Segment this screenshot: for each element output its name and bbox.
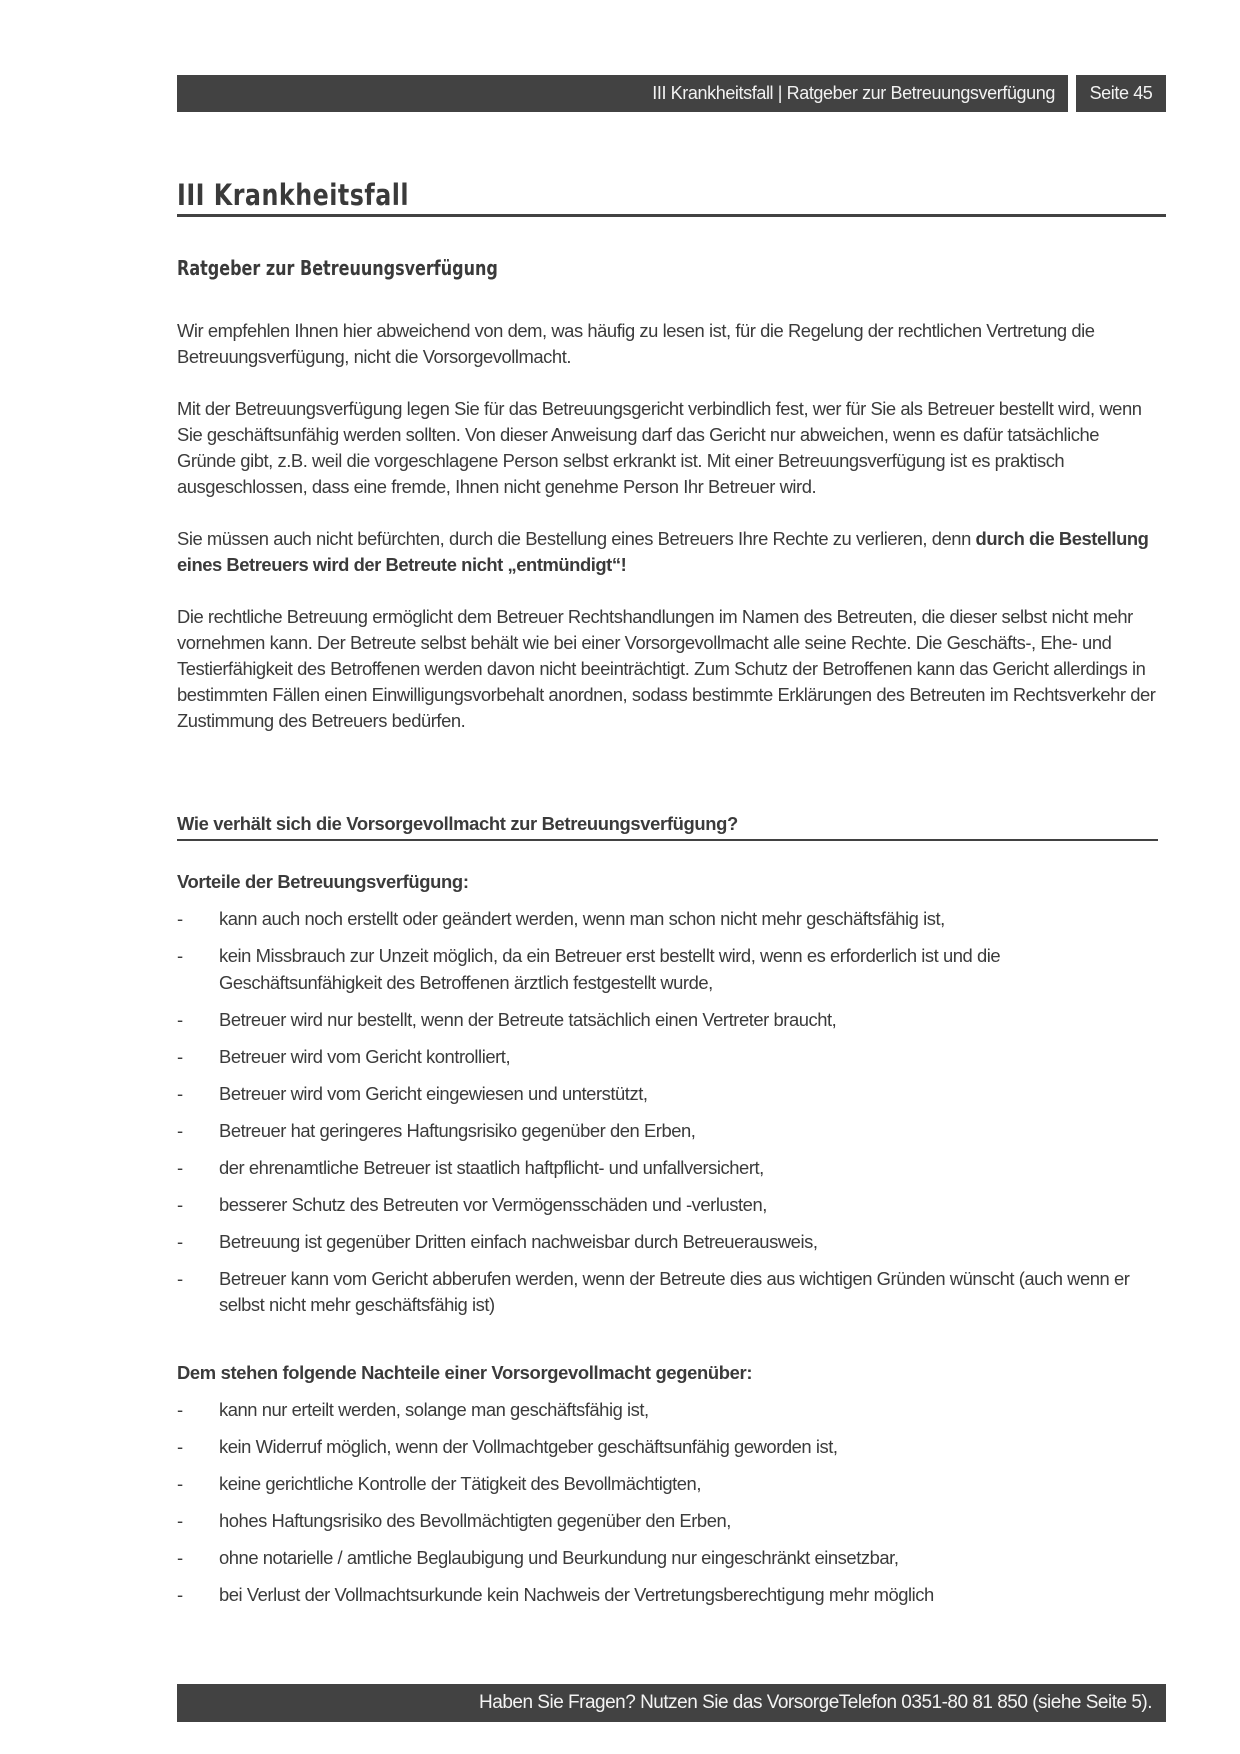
bullet-dash-icon: - [177, 1230, 183, 1252]
chapter-title-rule [177, 214, 1166, 217]
bullet-dash-icon: - [177, 1399, 183, 1420]
cons-item-text: hohes Haftungsrisiko des Bevollmächtigten gegenüber den Erben, [219, 1510, 731, 1531]
pros-list [177, 906, 1162, 1329]
pros-list-item [177, 1118, 1162, 1145]
bullet-dash-icon: - [177, 1045, 183, 1067]
paragraph-legal-care: Die rechtliche Betreuung ermöglicht dem Betreuer Rechtshandlungen im Namen des Betreuten, die dieser selbst nicht mehr vornehmen kann. Der Betreute selbst behält wie bei einer Vorsorgevollmacht alle seine Rechte. Die Geschäfts-, Ehe- und Testierfähigkeit des Betroffenen werden davon nicht beeinträchtigt. Zum Schutz der Betroffenen kann das Gericht allerdings in bestimmten Fällen einen Einwilligungsvorbehalt anordnen, sodass bestimmte Erklärungen des Betreuten im Rechtsverkehr der Zustimmung des Betreuers bedürfen. [177, 606, 1156, 731]
pros-list-item [177, 1229, 1162, 1256]
pros-item-text: Betreuung ist gegenüber Dritten einfach nachweisbar durch Betreuerausweis, [219, 1230, 818, 1252]
bullet-dash-icon: - [177, 1584, 183, 1605]
page-number-badge: Seite 45 [1076, 75, 1166, 112]
paragraph-recommendation: Wir empfehlen Ihnen hier abweichend von dem, was häufig zu lesen ist, für die Regelung der rechtlichen Vertretung die Betreuungsverfügung, nicht die Vorsorgevollmacht. [177, 320, 1095, 367]
pros-item-text: kein Missbrauch zur Unzeit möglich, da ein Betreuer erst bestellt wird, wenn es erforderlich ist und die Geschäftsunfähigkeit des Betroffenen ärztlich festgestellt wurde, [219, 945, 1001, 993]
bullet-dash-icon: - [177, 1473, 183, 1494]
bullet-dash-icon: - [177, 1156, 183, 1178]
comparison-heading: Wie verhält sich die Vorsorgevollmacht zur Betreuungsverfügung? [177, 811, 1158, 841]
bullet-dash-icon: - [177, 1082, 183, 1104]
footer-bar [177, 1684, 1166, 1722]
bullet-dash-icon: - [177, 1008, 183, 1030]
cons-heading: Dem stehen folgende Nachteile einer Vorsorgevollmacht gegenüber: [177, 1362, 753, 1383]
pros-item-text: Betreuer wird vom Gericht kontrolliert, [219, 1045, 511, 1067]
paragraph-rights-text: Sie müssen auch nicht befürchten, durch die Bestellung eines Betreuers Ihre Rechte zu verlieren, denn [177, 528, 976, 549]
pros-list-item [177, 1081, 1162, 1108]
cons-list-item [177, 1397, 1162, 1424]
paragraph-rights-emphasis: durch die Bestellung eines Betreuers wird der Betreute nicht „entmündigt“! [177, 528, 1149, 575]
bullet-dash-icon: - [177, 945, 183, 966]
footer-hotline-text: Haben Sie Fragen? Nutzen Sie das VorsorgeTelefon 0351-80 81 850 (siehe Seite 5). [479, 1692, 1152, 1713]
pros-list-item [177, 1007, 1162, 1034]
pros-list-item [177, 1192, 1162, 1219]
bullet-dash-icon: - [177, 1510, 183, 1531]
cons-list-item [177, 1545, 1162, 1572]
cons-item-text: kein Widerruf möglich, wenn der Vollmachtgeber geschäftsunfähig geworden ist, [219, 1436, 838, 1457]
cons-list-item [177, 1434, 1162, 1461]
paragraph-betreuungsverfuegung: Mit der Betreuungsverfügung legen Sie für das Betreuungsgericht verbindlich fest, wer für Sie als Betreuer bestellt wird, wenn Sie geschäftsunfähig werden sollten. Von dieser Anweisung darf das Gericht nur abweichen, wenn es dafür tatsächliche Gründe gibt, z.B. weil die vorgeschlagene Person selbst erkrankt ist. Mit einer Betreuungsverfügung ist es praktisch ausgeschlossen, dass eine fremde, Ihnen nicht genehme Person Ihr Betreuer wird. [177, 398, 1142, 497]
pros-list-item [177, 1155, 1162, 1182]
pros-heading: Vorteile der Betreuungsverfügung: [177, 871, 469, 892]
bullet-dash-icon: - [177, 1436, 183, 1457]
cons-item-text: keine gerichtliche Kontrolle der Tätigkeit des Bevollmächtigten, [219, 1473, 701, 1494]
pros-list-item [177, 1044, 1162, 1071]
running-header-title: III Krankheitsfall | Ratgeber zur Betreuungsverfügung [652, 83, 1055, 103]
cons-item-text: ohne notarielle / amtliche Beglaubigung und Beurkundung nur eingeschränkt einsetzbar, [219, 1547, 899, 1568]
running-header-bar [177, 75, 1068, 112]
section-subtitle: Ratgeber zur Betreuungsverfügung [177, 256, 498, 280]
bullet-dash-icon: - [177, 1267, 183, 1289]
cons-list-item [177, 1582, 1162, 1609]
body-text [177, 318, 1162, 760]
chapter-title: III Krankheitsfall [177, 178, 410, 212]
cons-list-item [177, 1508, 1162, 1535]
bullet-dash-icon: - [177, 1193, 183, 1215]
pros-item-text: Betreuer wird vom Gericht eingewiesen und unterstützt, [219, 1082, 648, 1104]
paragraph-rights [177, 526, 1162, 578]
pros-list-item [177, 1266, 1162, 1319]
pros-item-text: Betreuer kann vom Gericht abberufen werden, wenn der Betreute dies aus wichtigen Gründen wünscht (auch wenn er selbst nicht mehr geschäftsfähig ist) [219, 1267, 1130, 1315]
bullet-dash-icon: - [177, 1119, 183, 1141]
pros-item-text: der ehrenamtliche Betreuer ist staatlich haftpflicht- und unfallversichert, [219, 1156, 764, 1178]
pros-list-item [177, 906, 1162, 933]
cons-list-item [177, 1471, 1162, 1498]
bullet-dash-icon: - [177, 1547, 183, 1568]
cons-item-text: kann nur erteilt werden, solange man geschäftsfähig ist, [219, 1399, 649, 1420]
pros-item-text: besserer Schutz des Betreuten vor Vermögensschäden und -verlusten, [219, 1193, 767, 1215]
pros-item-text: kann auch noch erstellt oder geändert werden, wenn man schon nicht mehr geschäftsfähig ist, [219, 908, 945, 929]
bullet-dash-icon: - [177, 908, 183, 929]
cons-item-text: bei Verlust der Vollmachtsurkunde kein Nachweis der Vertretungsberechtigung mehr möglich [219, 1584, 934, 1605]
pros-list-item [177, 943, 1162, 996]
cons-list [177, 1397, 1162, 1619]
pros-item-text: Betreuer wird nur bestellt, wenn der Betreute tatsächlich einen Vertreter braucht, [219, 1008, 837, 1030]
pros-item-text: Betreuer hat geringeres Haftungsrisiko gegenüber den Erben, [219, 1119, 696, 1141]
